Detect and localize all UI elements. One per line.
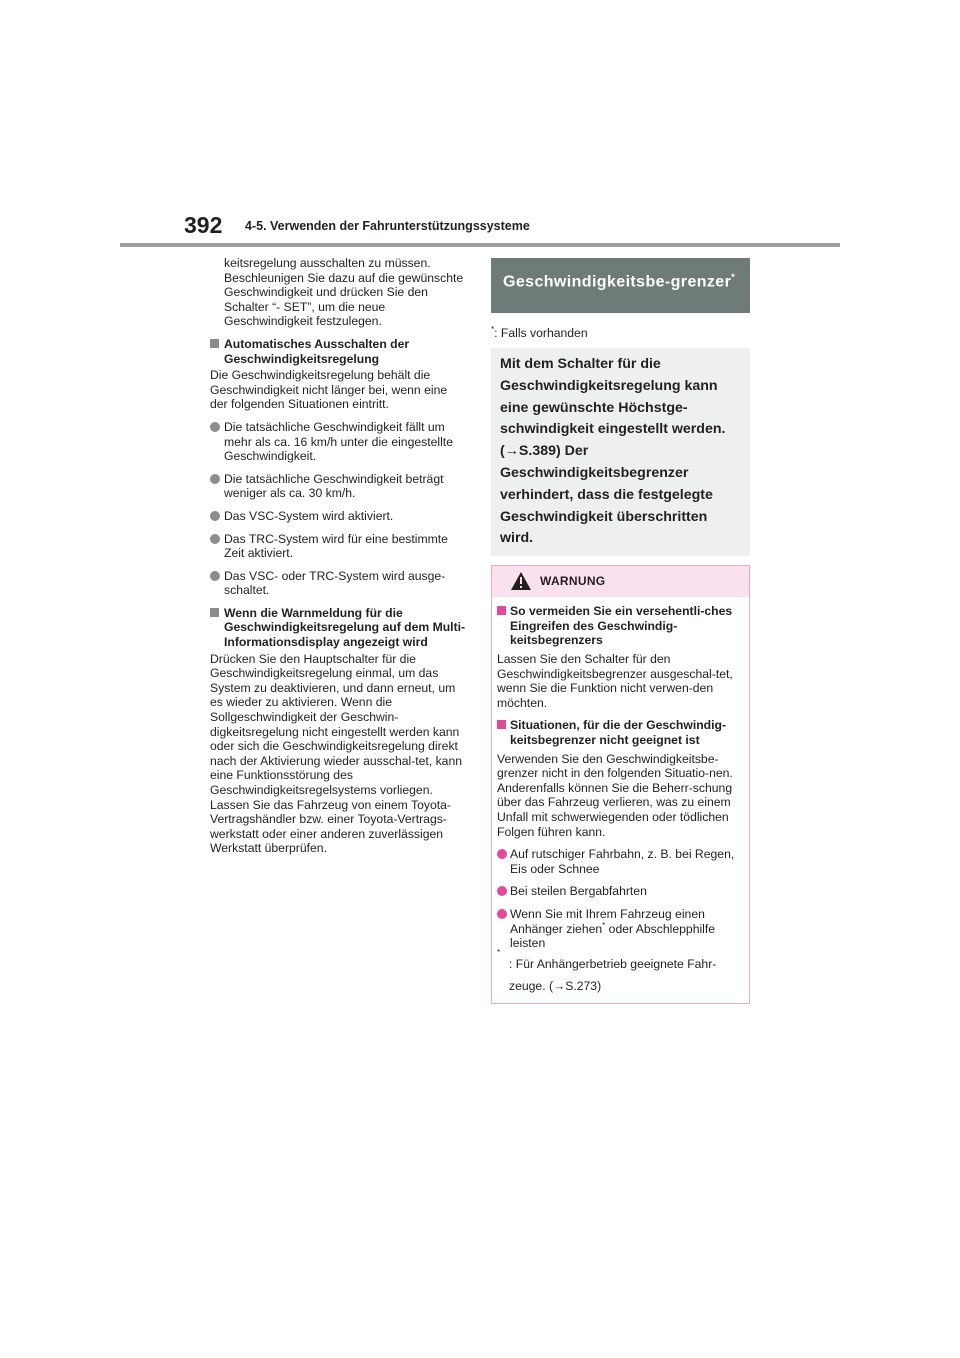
- round-bullet-icon: [497, 886, 507, 896]
- list-item: [497, 884, 744, 899]
- warning-footnote: * : Für Anhängerbetrieb geeignete Fahr-zeuge. (→S.273): [497, 947, 717, 993]
- footnote-marker: *: [491, 325, 495, 334]
- round-bullet-icon: [497, 849, 507, 859]
- warning-text-1: Lassen Sie den Schalter für den Geschwindigkeitsbegrenzer ausgeschal-tet, wenn Sie die Funktion nicht verwen-den möchten.: [497, 652, 733, 710]
- list-item-text: Das VSC- oder TRC-System wird ausge-schaltet.: [224, 568, 446, 598]
- warning-message-text: Drücken Sie den Hauptschalter für die Geschwindigkeitsregelung einmal, um das System zu deaktivieren, und dann erneut, um es wieder zu aktivieren. Wenn die Sollgeschwindigkeit der Geschwin-digkeitsregelung nicht eingestellt werden kann oder sich die Geschwindigkeitsregelung direkt nach der Aktivierung wieder ausschal-tet, kann eine Funktionsstörung des Geschwindigkeitsregelsystems vorliegen. Lassen Sie das Fahrzeug von einem Toyota-Vertragshändler bzw. einer Toyota-Vertrags-werkstatt oder einer anderen zuverlässigen Werkstatt überprüfen.: [210, 651, 463, 856]
- summary-box: Mit dem Schalter für die Geschwindigkeitsregelung kann eine gewünschte Höchstge-schwindigkeit eingestellt werden. (→S.389) Der Geschwindigkeitsbegrenzer verhindert, dass die festgelegte Geschwindigkeit überschritten wird.: [491, 348, 750, 556]
- round-bullet-icon: [210, 474, 220, 484]
- square-bullet-icon: [210, 339, 219, 348]
- left-column: [210, 256, 468, 864]
- list-item: [497, 847, 744, 876]
- list-item: [210, 420, 468, 464]
- list-item-text-cont: oder Abschlepphilfe leisten: [510, 921, 716, 951]
- warning-message-heading-text: Wenn die Warnmeldung für die Geschwindigkeitsregelung auf dem Multi-Informationsdisplay angezeigt wird: [224, 605, 466, 650]
- right-column: [491, 258, 750, 1004]
- warning-box: [491, 565, 750, 1003]
- intro-paragraph: keitsregelung ausschalten zu müssen. Beschleunigen Sie dazu auf die gewünschte Geschwindigkeit und drücken Sie den Schalter “- SET”, um die neue Geschwindigkeit festzulegen.: [224, 256, 464, 329]
- page-number: 392: [184, 212, 223, 238]
- warning-heading-2-text: Situationen, für die der Geschwindig-keitsbegrenzer nicht geeignet ist: [510, 718, 727, 747]
- warning-heading-1-text: So vermeiden Sie ein versehentli-ches Eingreifen des Geschwindig-keitsbegrenzers: [510, 604, 733, 648]
- auto-off-text: Die Geschwindigkeitsregelung behält die Geschwindigkeit nicht länger bei, wenn eine der folgenden Situationen eintritt.: [210, 368, 448, 412]
- round-bullet-icon: [210, 422, 220, 432]
- list-item: [210, 532, 468, 561]
- list-item-text: Die tatsächliche Geschwindigkeit fällt um mehr als ca. 16 km/h unter die eingestellte Geschwindigkeit.: [224, 419, 453, 464]
- warning-label: WARNUNG: [540, 574, 606, 589]
- availability-footnote: [491, 325, 750, 340]
- warning-header: [492, 566, 749, 597]
- section-heading-box: [491, 258, 750, 313]
- warning-heading-1: [497, 604, 744, 648]
- round-bullet-icon: [210, 571, 220, 581]
- list-item-text: Das TRC-System wird für eine bestimmte Zeit aktiviert.: [224, 531, 448, 561]
- list-item-text: Die tatsächliche Geschwindigkeit beträgt weniger als ca. 30 km/h.: [224, 471, 444, 501]
- warning-heading-2: [497, 718, 744, 747]
- list-item: [210, 509, 468, 524]
- header-divider: [120, 243, 840, 247]
- footnote-text: : Falls vorhanden: [494, 326, 588, 341]
- auto-off-heading-text: Automatisches Ausschalten der Geschwindigkeitsregelung: [224, 336, 410, 366]
- round-bullet-icon: [210, 534, 220, 544]
- footnote-marker: *: [602, 920, 606, 930]
- list-item: [210, 472, 468, 501]
- warning-text-2: Verwenden Sie den Geschwindigkeitsbe-grenzer nicht in den folgenden Situatio-nen. Anderenfalls können Sie die Beherr-schung über das Fahrzeug verlieren, was zu einem Unfall mit schwerwiegenden oder tödlichen Folgen führen kann.: [497, 751, 733, 839]
- list-item: [210, 569, 468, 598]
- square-bullet-icon: [497, 606, 506, 615]
- round-bullet-icon: [497, 909, 507, 919]
- warning-triangle-icon: [510, 571, 532, 591]
- section-title: 4-5. Verwenden der Fahrunterstützungssysteme: [245, 219, 530, 233]
- heading-footnote-marker: *: [731, 272, 736, 282]
- square-bullet-icon: [497, 720, 506, 729]
- warning-footnote-text: : Für Anhängerbetrieb geeignete Fahr-zeuge. (→S.273): [509, 956, 717, 993]
- warning-body: [492, 597, 749, 1002]
- auto-off-heading: [210, 337, 468, 366]
- round-bullet-icon: [210, 511, 220, 521]
- list-item-text: Auf rutschiger Fahrbahn, z. B. bei Regen, Eis oder Schnee: [510, 847, 735, 876]
- section-heading: Geschwindigkeitsbe-grenzer: [503, 273, 732, 291]
- square-bullet-icon: [210, 608, 219, 617]
- list-item-text: Das VSC-System wird aktiviert.: [224, 508, 394, 523]
- list-item-text: Wenn Sie mit Ihrem Fahrzeug einen Anhänger ziehen: [510, 906, 705, 936]
- list-item-text: Bei steilen Bergabfahrten: [510, 884, 647, 899]
- list-item: [497, 907, 744, 951]
- warning-message-heading: [210, 606, 468, 650]
